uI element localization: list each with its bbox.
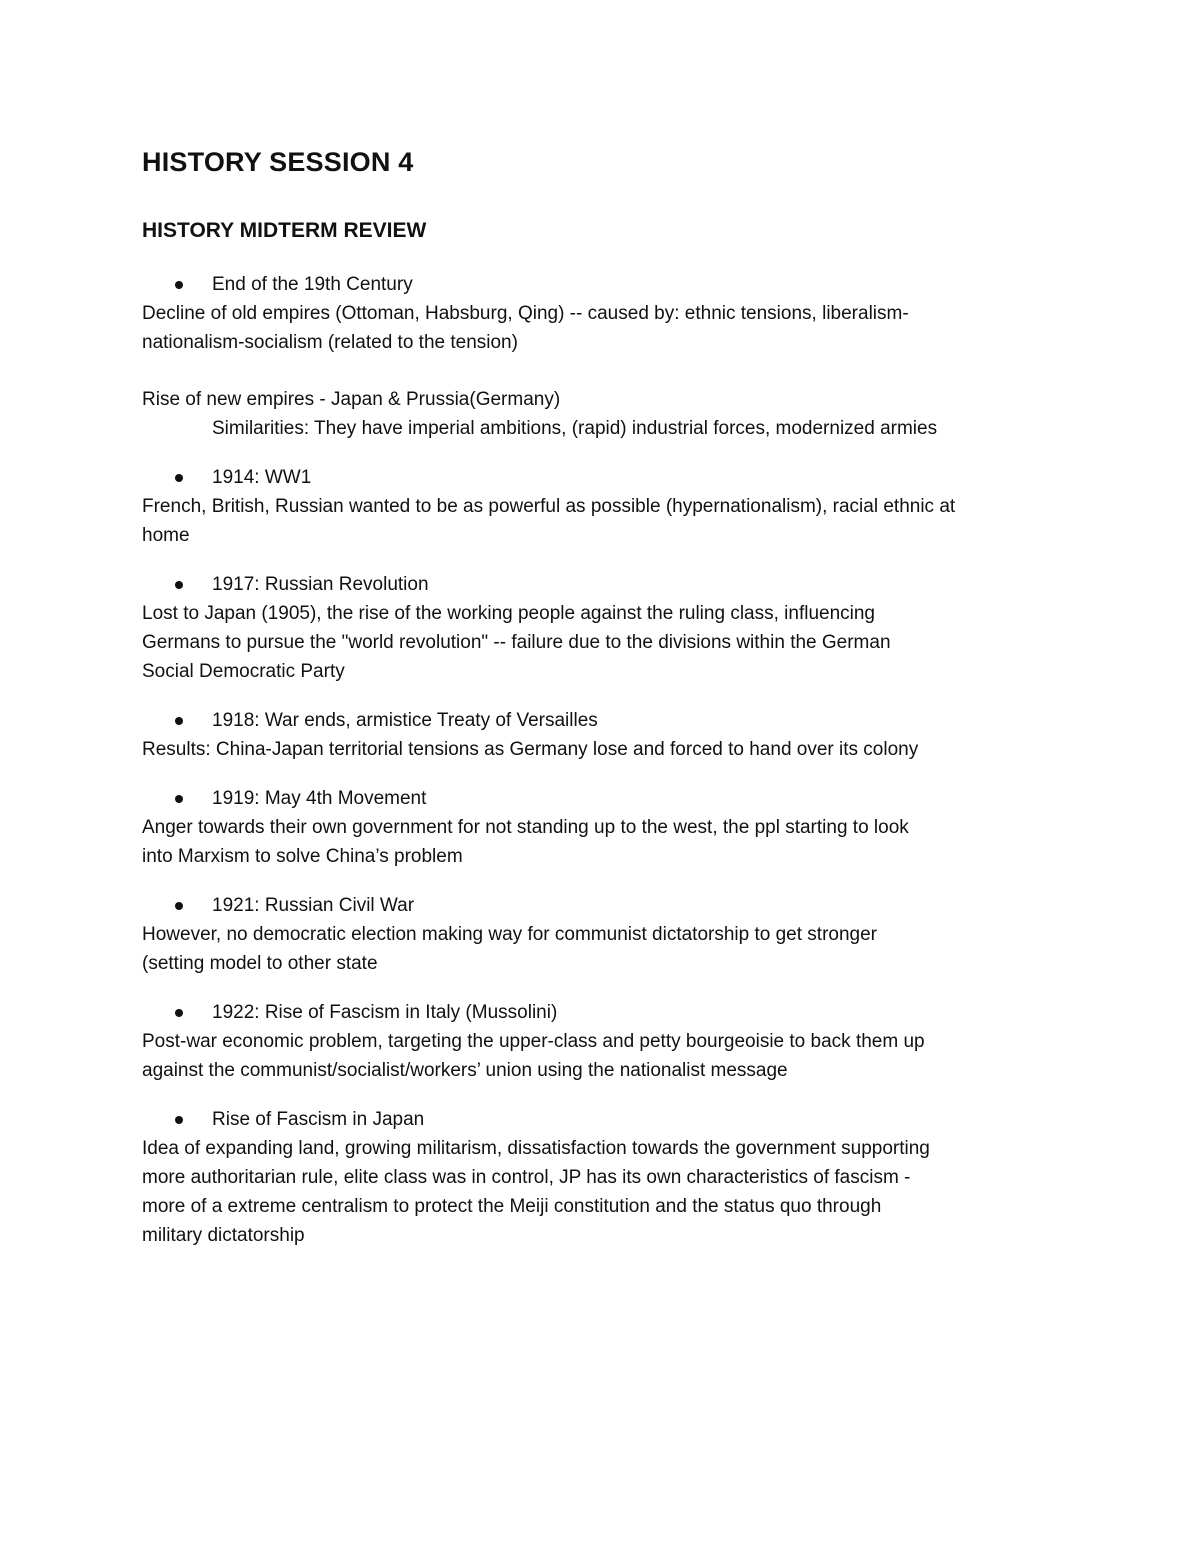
bullet-heading (142, 270, 1082, 299)
body-line: Idea of expanding land, growing militarism, dissatisfaction towards the government supporting (142, 1138, 930, 1159)
body-line: against the communist/socialist/workers’ union using the nationalist message (142, 1060, 788, 1081)
body-line: Germans to pursue the "world revolution" -- failure due to the divisions within the German (142, 632, 891, 653)
bullet-heading-text: 1918: War ends, armistice Treaty of Versailles (212, 710, 598, 731)
bullet-heading-text: 1921: Russian Civil War (212, 895, 415, 916)
bullet-icon (175, 281, 183, 289)
body-line: Lost to Japan (1905), the rise of the working people against the ruling class, influencing (142, 603, 876, 624)
body-line: Post-war economic problem, targeting the upper-class and petty bourgeoisie to back them up (142, 1031, 925, 1052)
body-line: Social Democratic Party (142, 661, 345, 682)
bullet-heading (142, 891, 1082, 920)
section-war-ends (142, 706, 1082, 764)
body-line: more of a extreme centralism to protect the Meiji constitution and the status quo through (142, 1196, 882, 1217)
body-line: However, no democratic election making way for communist dictatorship to get stronger (142, 924, 877, 945)
document-title: HISTORY SESSION 4 (142, 147, 414, 177)
bullet-icon (175, 795, 183, 803)
bullet-icon (175, 474, 183, 482)
bullet-heading-text: 1922: Rise of Fascism in Italy (Mussolini) (212, 1002, 558, 1023)
document-page (142, 140, 1082, 1250)
section-russian-civil-war (142, 891, 1082, 978)
section-19th-century (142, 270, 1082, 443)
bullet-heading (142, 784, 1082, 813)
body-line: more authoritarian rule, elite class was in control, JP has its own characteristics of fascism - (142, 1167, 911, 1188)
body-line: military dictatorship (142, 1225, 305, 1246)
bullet-heading-text: 1917: Russian Revolution (212, 574, 429, 595)
document-subtitle: HISTORY MIDTERM REVIEW (142, 219, 427, 242)
body-line: into Marxism to solve China’s problem (142, 846, 463, 867)
bullet-heading-text: 1919: May 4th Movement (212, 788, 427, 809)
bullet-icon (175, 717, 183, 725)
bullet-heading (142, 1105, 1082, 1134)
section-russian-revolution (142, 570, 1082, 686)
section-may-4th (142, 784, 1082, 871)
bullet-heading-text: End of the 19th Century (212, 274, 413, 295)
body-line: nationalism-socialism (related to the tension) (142, 332, 518, 353)
body-line: Rise of new empires - Japan & Prussia(Germany) (142, 389, 561, 410)
bullet-heading (142, 463, 1082, 492)
section-ww1 (142, 463, 1082, 550)
bullet-heading-text: 1914: WW1 (212, 467, 312, 488)
bullet-heading (142, 998, 1082, 1027)
body-line: Results: China-Japan territorial tensions as Germany lose and forced to hand over its colony (142, 739, 919, 760)
body-line: (setting model to other state (142, 953, 378, 974)
bullet-heading-text: Rise of Fascism in Japan (212, 1109, 425, 1130)
bullet-icon (175, 1116, 183, 1124)
body-line: Decline of old empires (Ottoman, Habsburg, Qing) -- caused by: ethnic tensions, liberalism- (142, 303, 909, 324)
paragraph-gap (142, 357, 1082, 385)
bullet-icon (175, 902, 183, 910)
section-fascism-japan (142, 1105, 1082, 1250)
indented-line: Similarities: They have imperial ambitions, (rapid) industrial forces, modernized armies (212, 418, 938, 439)
bullet-icon (175, 1009, 183, 1017)
body-line: home (142, 525, 190, 546)
bullet-heading (142, 570, 1082, 599)
body-line: French, British, Russian wanted to be as powerful as possible (hypernationalism), racial ethnic at (142, 496, 956, 517)
section-fascism-italy (142, 998, 1082, 1085)
body-line: Anger towards their own government for not standing up to the west, the ppl starting to look (142, 817, 909, 838)
bullet-icon (175, 581, 183, 589)
bullet-heading (142, 706, 1082, 735)
